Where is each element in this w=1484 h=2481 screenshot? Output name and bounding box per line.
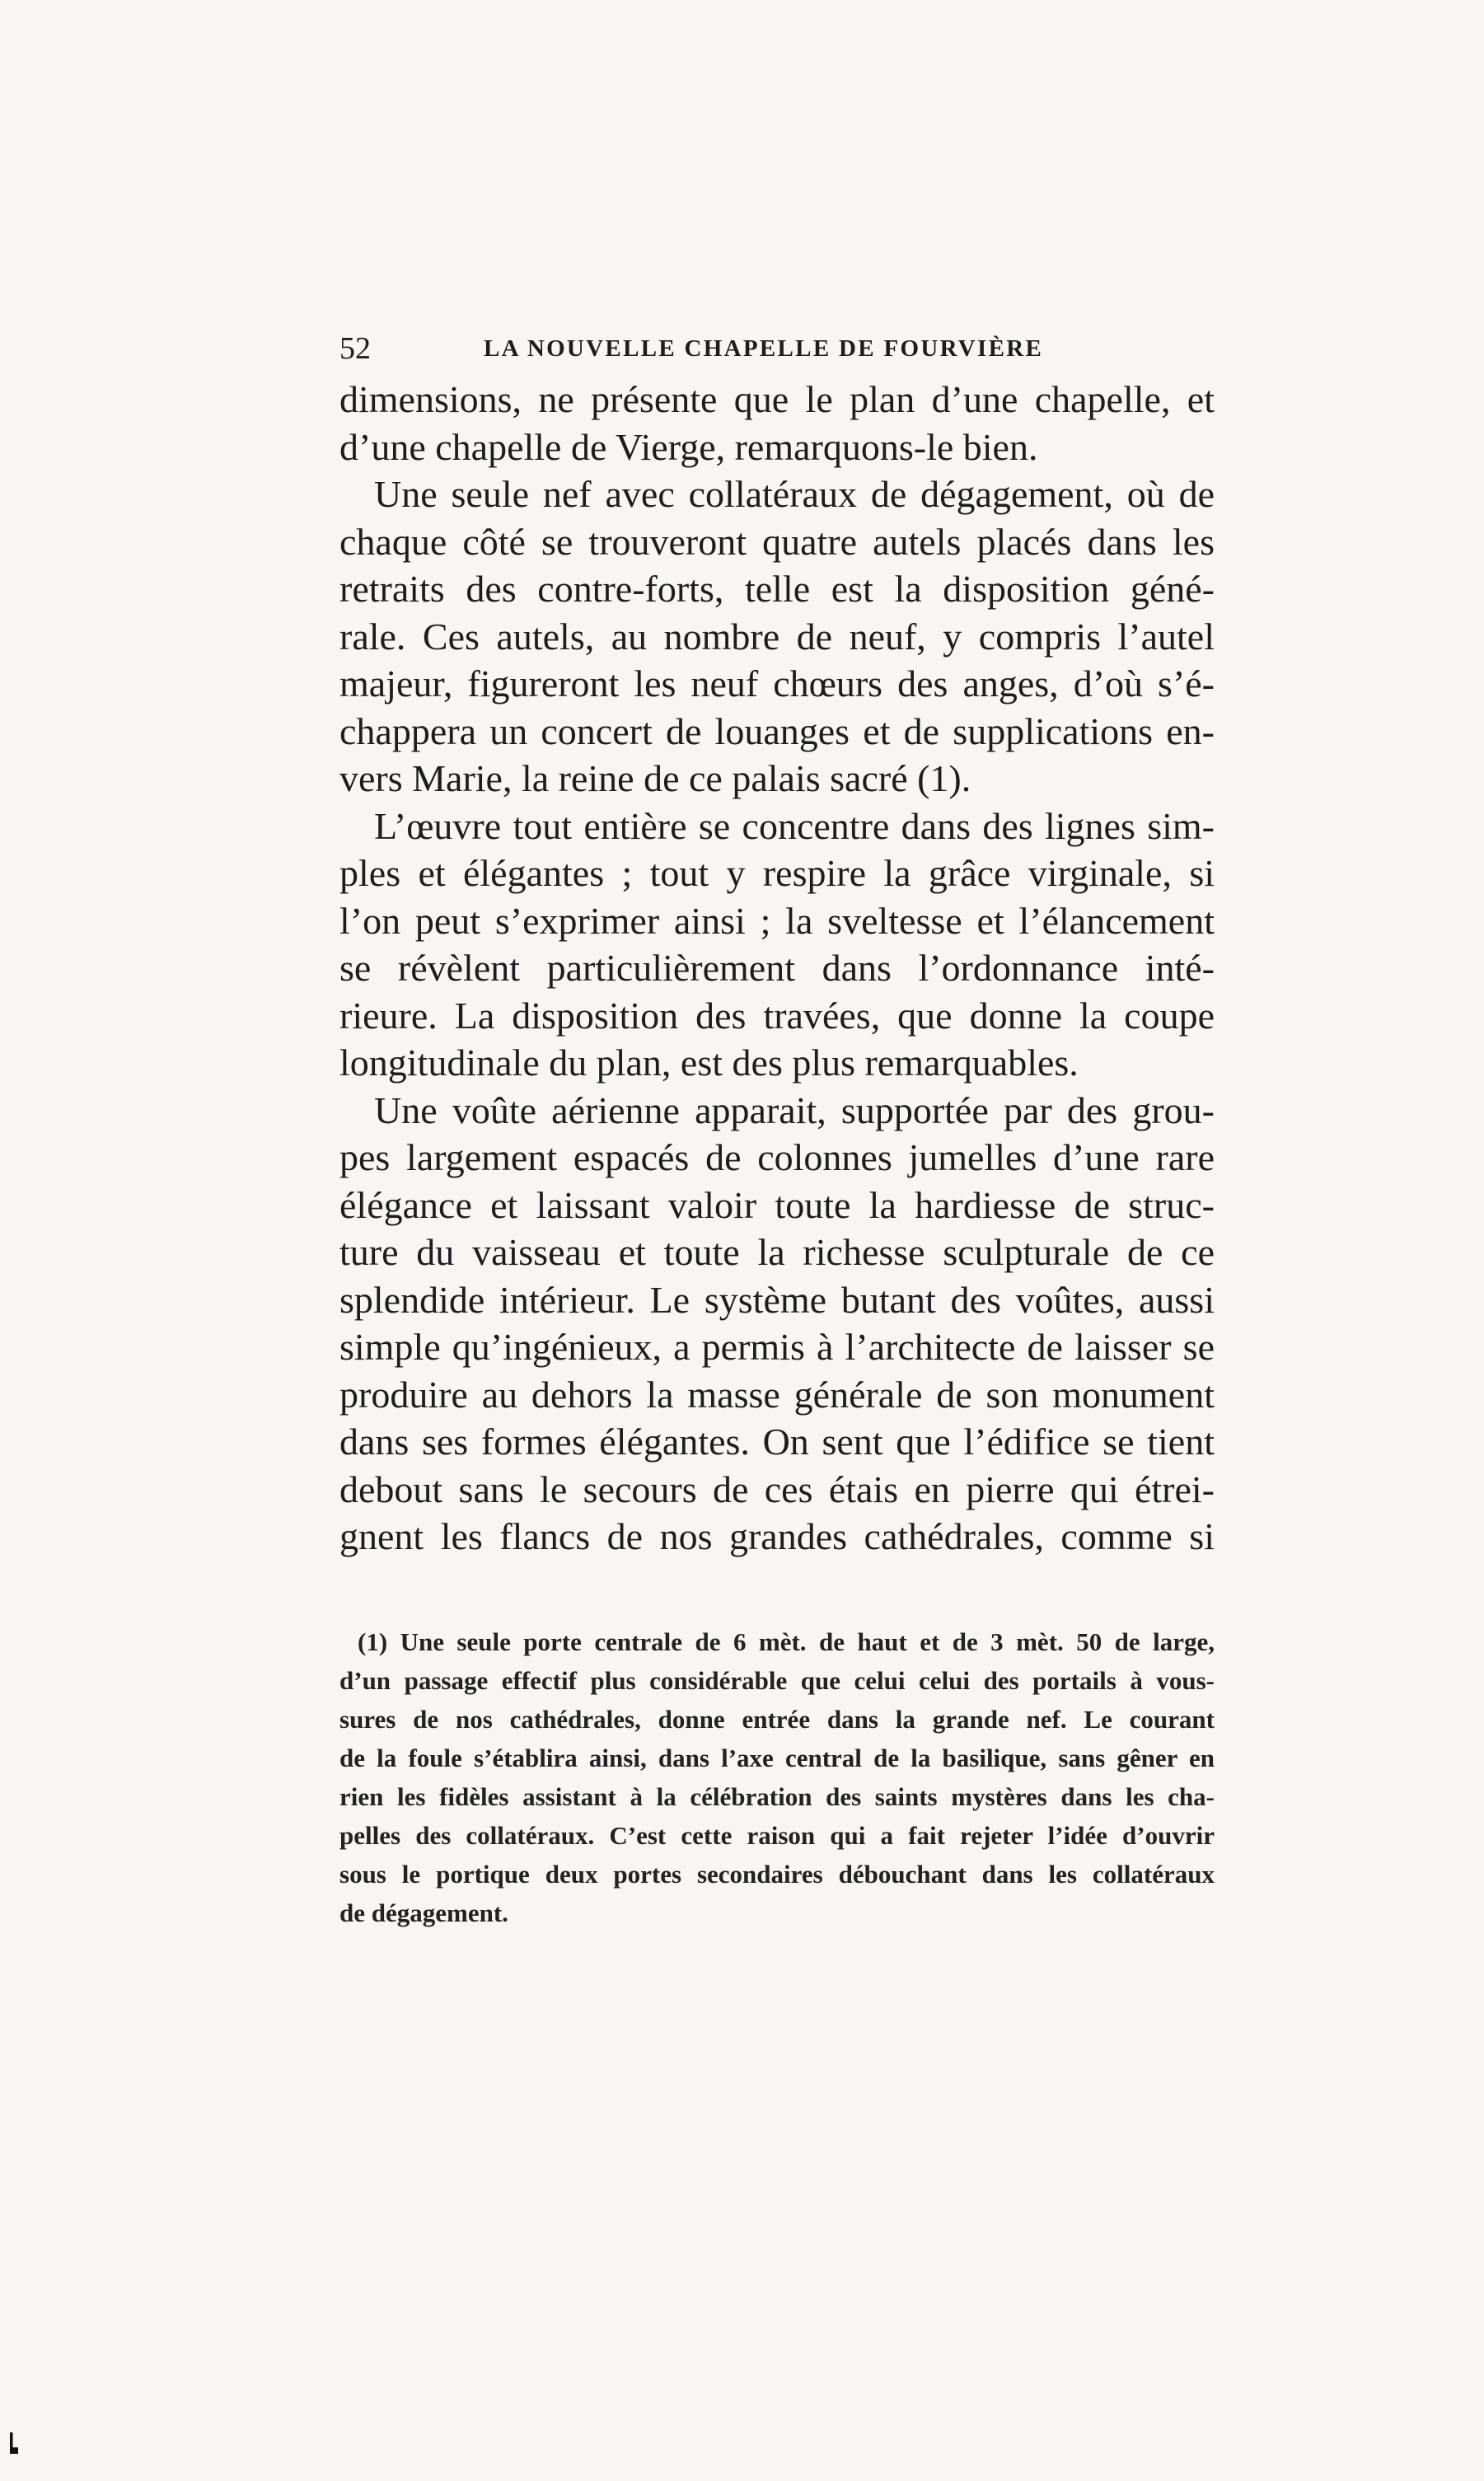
footnote — [339, 1622, 1215, 1932]
body-line: produire au dehors la masse générale de son monument — [339, 1373, 1215, 1416]
body-line: ples et élégantes ; tout y respire la grâce virginale, si — [339, 852, 1215, 894]
body-line: élégance et laissant valoir toute la hardiesse de struc- — [339, 1183, 1215, 1226]
body-line: splendide intérieur. Le système butant des voûtes, aussi — [339, 1278, 1215, 1321]
body-line: chappera un concert de louanges et de supplications en- — [339, 709, 1215, 752]
body-line: longitudinale du plan, est des plus remarquables. — [339, 1042, 1079, 1084]
body-line: ture du vaisseau et toute la richesse sculpturale de ce — [339, 1231, 1215, 1273]
body-line: pes largement espacés de colonnes jumelles d’une rare — [339, 1136, 1215, 1178]
body-line: rieure. La disposition des travées, que donne la coupe — [339, 994, 1215, 1037]
body-line: dimensions, ne présente que le plan d’une chapelle, et — [339, 378, 1215, 420]
body-line: simple qu’ingénieux, a permis à l’architecte de laisser se — [339, 1326, 1215, 1368]
running-title: LA NOUVELLE CHAPELLE DE FOURVIÈRE — [484, 335, 1044, 362]
body-line: Une voûte aérienne apparait, supportée par des grou- — [374, 1088, 1215, 1131]
page-number: 52 — [339, 331, 371, 366]
body-line: majeur, figureront les neuf chœurs des anges, d’où s’é- — [339, 662, 1215, 705]
footnote-line: de la foule s’établira ainsi, dans l’axe central de la basilique, sans gêner en — [339, 1744, 1215, 1772]
body-line: dans ses formes élégantes. On sent que l’édifice se tient — [339, 1421, 1215, 1463]
body-line: l’on peut s’exprimer ainsi ; la sveltesse et l’élancement — [339, 899, 1215, 942]
body-line: se révèlent particulièrement dans l’ordonnance inté- — [339, 947, 1215, 989]
footnote-line: (1) Une seule porte centrale de 6 mèt. de haut et de 3 mèt. 50 de large, — [358, 1627, 1215, 1656]
body-line: Une seule nef avec collatéraux de dégagement, où de — [374, 473, 1215, 515]
footnote-line: sures de nos cathédrales, donne entrée dans la grande nef. Le courant — [339, 1705, 1215, 1734]
body-line: L’œuvre tout entière se concentre dans des lignes sim- — [374, 804, 1215, 847]
body-line: vers Marie, la reine de ce palais sacré (1). — [339, 757, 971, 799]
main-text — [339, 376, 1215, 1561]
footnote-line: rien les fidèles assistant à la célébration des saints mystères dans les cha- — [339, 1782, 1215, 1811]
body-line: debout sans le secours de ces étais en pierre qui étrei- — [339, 1468, 1215, 1510]
body-line: gnent les flancs de nos grandes cathédrales, comme si — [339, 1515, 1215, 1557]
footnote-line: d’un passage effectif plus considérable que celui celui des portails à vous- — [339, 1666, 1215, 1695]
footnote-line: de dégagement. — [339, 1898, 508, 1927]
footnote-line: pelles des collatéraux. C’est cette raison qui a fait rejeter l’idée d’ouvrir — [339, 1821, 1215, 1850]
body-line: retraits des contre-forts, telle est la disposition géné- — [339, 568, 1215, 610]
page-header — [339, 328, 1215, 369]
body-line: rale. Ces autels, au nombre de neuf, y compris l’autel — [339, 615, 1215, 658]
corner-mark-icon — [10, 2432, 18, 2454]
footnote-line: sous le portique deux portes secondaires débouchant dans les collatéraux — [339, 1860, 1215, 1889]
body-line: chaque côté se trouveront quatre autels placés dans les — [339, 520, 1215, 563]
body-line: d’une chapelle de Vierge, remarquons-le bien. — [339, 425, 1038, 468]
